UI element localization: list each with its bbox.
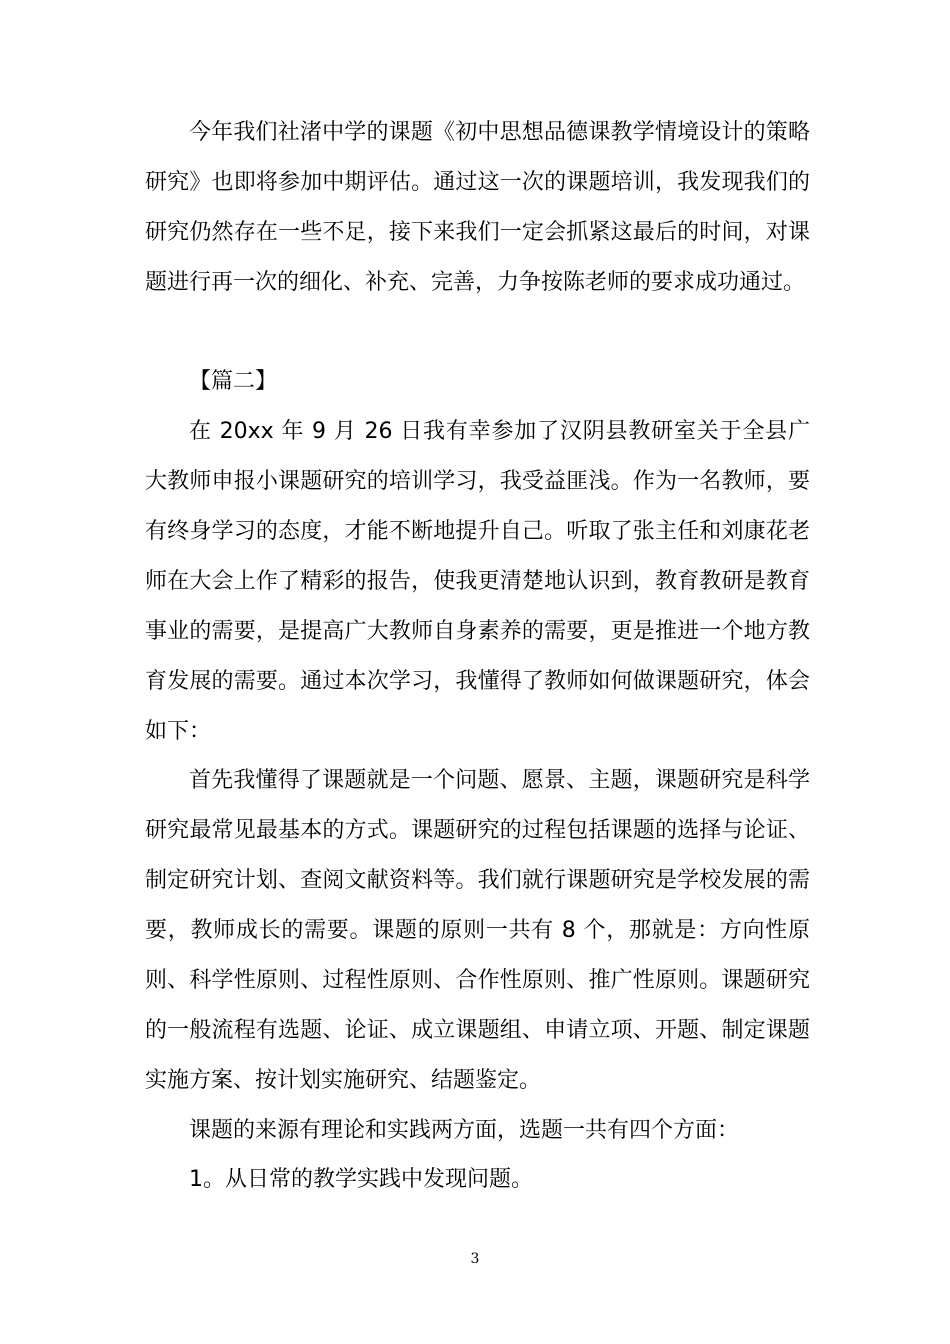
- page-number: 3: [470, 1251, 480, 1267]
- paragraph: 在 20xx 年 9 月 26 日我有幸参加了汉阴县教研室关于全县广大教师申报小课题研究的培训学习，我受益匪浅。作为一名教师，要有终身学习的态度，才能不断地提升自己。听取了张主任和刘康花老师在大会上作了精彩的报告，使我更清楚地认识到，教育教研是教育事业的需要，是提高广大教师自身素养的需要，更是推进一个地方教育发展的需要。通过本次学习，我懂得了教师如何做课题研究，体会如下：: [145, 419, 810, 744]
- paragraph: 课题的来源有理论和实践两方面，选题一共有四个方面：: [189, 1118, 740, 1143]
- list-item: 1。从日常的教学实践中发现问题。: [189, 1167, 533, 1192]
- paragraph: 今年我们社渚中学的课题《初中思想品德课教学情境设计的策略研究》也即将参加中期评估。通过这一次的课题培训，我发现我们的研究仍然存在一些不足，接下来我们一定会抓紧这最后的时间，对课题进行再一次的细化、补充、完善，力争按陈老师的要求成功通过。: [145, 120, 810, 295]
- paragraph: 首先我懂得了课题就是一个问题、愿景、主题，课题研究是科学研究最常见最基本的方式。课题研究的过程包括课题的选择与论证、制定研究计划、查阅文献资料等。我们就行课题研究是学校发展的需要，教师成长的需要。课题的原则一共有 8 个，那就是：方向性原则、科学性原则、过程性原则、合作性原则、推广性原则。课题研究的一般流程有选题、论证、成立课题组、申请立项、开题、制定课题实施方案、按计划实施研究、结题鉴定。: [145, 768, 810, 1093]
- section-heading: 【篇二】: [189, 369, 278, 394]
